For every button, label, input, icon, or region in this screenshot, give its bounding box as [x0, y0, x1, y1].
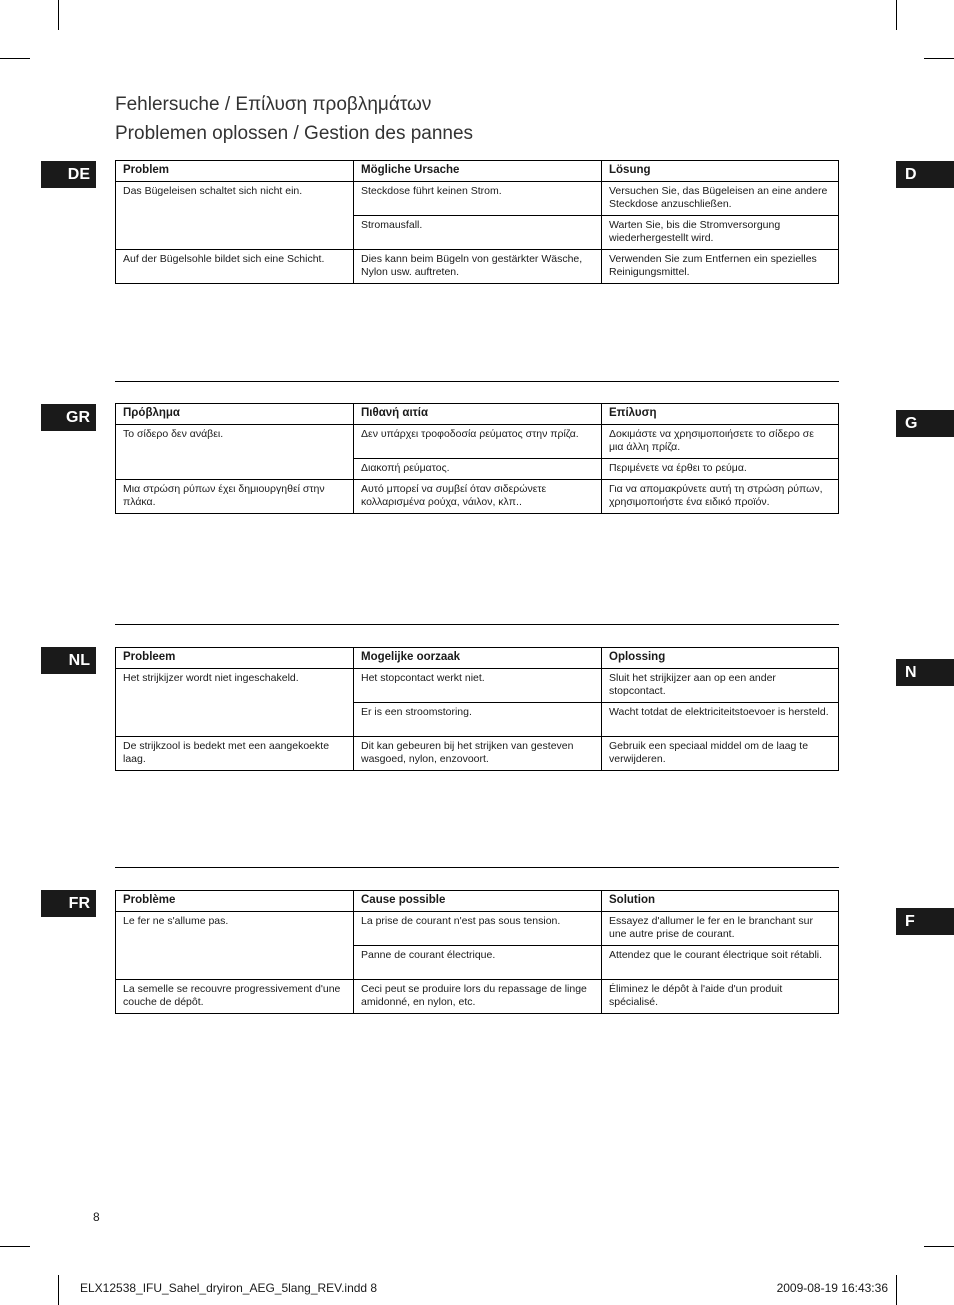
table-header-row: [116, 891, 839, 912]
cause-cell: Het stopcontact werkt niet.: [354, 669, 602, 703]
cause-cell: La prise de courant n'est pas sous tension.: [354, 912, 602, 946]
solution-cell: Δοκιμάστε να χρησιμοποιήσετε το σίδερο σε μια άλλη πρίζα.: [602, 425, 839, 459]
column-header-problem: Πρόβλημα: [116, 404, 354, 425]
solution-cell: Verwenden Sie zum Entfernen ein spezielles Reinigungsmittel.: [602, 250, 839, 284]
table-row: [116, 912, 839, 946]
column-header-cause: Cause possible: [354, 891, 602, 912]
section-divider: [115, 381, 839, 382]
section-divider: [115, 867, 839, 868]
table-header-row: [116, 648, 839, 669]
cause-cell: Αυτό μπορεί να συμβεί όταν σιδερώνετε κολλαρισμένα ρούχα, νάιλον, κλπ..: [354, 480, 602, 514]
table-header-row: [116, 404, 839, 425]
cause-cell: Ceci peut se produire lors du repassage de linge amidonné, en nylon, etc.: [354, 980, 602, 1014]
column-header-cause: Mögliche Ursache: [354, 161, 602, 182]
page-title-line-2: Problemen oplossen / Gestion des pannes: [115, 123, 474, 144]
solution-cell: Sluit het strijkijzer aan op een ander stopcontact.: [602, 669, 839, 703]
problem-cell: Μια στρώση ρύπων έχει δημιουργηθεί στην πλάκα.: [116, 480, 354, 514]
footer-filename: ELX12538_IFU_Sahel_dryiron_AEG_5lang_REV.indd 8: [80, 1281, 378, 1295]
troubleshooting-table-fr: [115, 890, 839, 1014]
crop-mark: [0, 58, 30, 59]
cause-cell: Stromausfall.: [354, 216, 602, 250]
table-row: [116, 737, 839, 771]
solution-cell: Warten Sie, bis die Stromversorgung wiederhergestellt wird.: [602, 216, 839, 250]
table-row: [116, 980, 839, 1014]
crop-mark: [924, 1246, 954, 1247]
language-tab-fr: FR: [41, 890, 96, 917]
column-header-problem: Probleem: [116, 648, 354, 669]
cause-cell: Dies kann beim Bügeln von gestärkter Wäsche, Nylon usw. auftreten.: [354, 250, 602, 284]
page-title-line-1: Fehlersuche / Επίλυση προβλημάτων: [115, 94, 432, 115]
crop-mark: [896, 0, 897, 30]
table-row: [116, 480, 839, 514]
solution-cell: Περιμένετε να έρθει το ρεύμα.: [602, 459, 839, 480]
column-header-solution: Lösung: [602, 161, 839, 182]
problem-cell: Le fer ne s'allume pas.: [116, 912, 354, 980]
edge-tab-de: D: [896, 161, 954, 188]
column-header-problem: Problem: [116, 161, 354, 182]
problem-cell: De strijkzool is bedekt met een aangekoekte laag.: [116, 737, 354, 771]
cause-cell: Dit kan gebeuren bij het strijken van gesteven wasgoed, nylon, enzovoort.: [354, 737, 602, 771]
problem-cell: Auf der Bügelsohle bildet sich eine Schicht.: [116, 250, 354, 284]
crop-mark: [924, 58, 954, 59]
table-row: [116, 669, 839, 703]
language-tab-gr: GR: [41, 404, 96, 431]
page-number: 8: [93, 1210, 100, 1224]
cause-cell: Διακοπή ρεύματος.: [354, 459, 602, 480]
column-header-cause: Mogelijke oorzaak: [354, 648, 602, 669]
troubleshooting-table-de: [115, 160, 839, 284]
solution-cell: Versuchen Sie, das Bügeleisen an eine andere Steckdose anzuschließen.: [602, 182, 839, 216]
language-tab-nl: NL: [41, 647, 96, 674]
column-header-problem: Problème: [116, 891, 354, 912]
table-row: [116, 250, 839, 284]
solution-cell: Attendez que le courant électrique soit rétabli.: [602, 946, 839, 980]
crop-mark: [58, 1275, 59, 1305]
problem-cell: Das Bügeleisen schaltet sich nicht ein.: [116, 182, 354, 250]
column-header-solution: Solution: [602, 891, 839, 912]
problem-cell: La semelle se recouvre progressivement d'une couche de dépôt.: [116, 980, 354, 1014]
table-header-row: [116, 161, 839, 182]
footer-timestamp: 2009-08-19 16:43:36: [776, 1281, 888, 1295]
language-tab-de: DE: [41, 161, 96, 188]
edge-tab-gr: G: [896, 410, 954, 437]
cause-cell: Panne de courant électrique.: [354, 946, 602, 980]
problem-cell: Het strijkijzer wordt niet ingeschakeld.: [116, 669, 354, 737]
solution-cell: Gebruik een speciaal middel om de laag te verwijderen.: [602, 737, 839, 771]
column-header-cause: Πιθανή αιτία: [354, 404, 602, 425]
table-row: [116, 182, 839, 216]
solution-cell: Éliminez le dépôt à l'aide d'un produit spécialisé.: [602, 980, 839, 1014]
column-header-solution: Oplossing: [602, 648, 839, 669]
solution-cell: Essayez d'allumer le fer en le branchant sur une autre prise de courant.: [602, 912, 839, 946]
troubleshooting-table-nl: [115, 647, 839, 771]
cause-cell: Δεν υπάρχει τροφοδοσία ρεύματος στην πρίζα.: [354, 425, 602, 459]
table-row: [116, 425, 839, 459]
solution-cell: Wacht totdat de elektriciteitstoevoer is hersteld.: [602, 703, 839, 737]
crop-mark: [0, 1246, 30, 1247]
edge-tab-nl: N: [896, 659, 954, 686]
cause-cell: Steckdose führt keinen Strom.: [354, 182, 602, 216]
section-divider: [115, 624, 839, 625]
solution-cell: Για να απομακρύνετε αυτή τη στρώση ρύπων, χρησιμοποιήστε ένα ειδικό προϊόν.: [602, 480, 839, 514]
troubleshooting-table-gr: [115, 403, 839, 514]
column-header-solution: Επίλυση: [602, 404, 839, 425]
edge-tab-fr: F: [896, 908, 954, 935]
problem-cell: Το σίδερο δεν ανάβει.: [116, 425, 354, 480]
cause-cell: Er is een stroomstoring.: [354, 703, 602, 737]
crop-mark: [896, 1275, 897, 1305]
crop-mark: [58, 0, 59, 30]
